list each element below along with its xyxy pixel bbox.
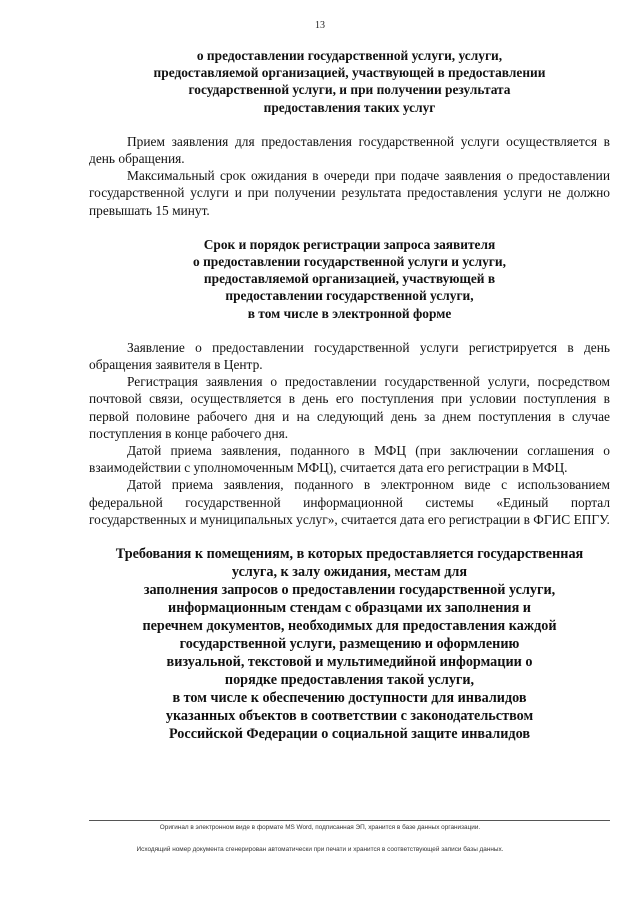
paragraph: Прием заявления для предоставления государственной услуги осуществляется в день обращения.	[89, 133, 610, 167]
heading-line: предоставляемой организацией, участвующей в	[203, 271, 496, 287]
heading-line: в том числе к обеспечению доступности для инвалидов	[172, 690, 527, 707]
heading-line: предоставления таких услуг	[263, 99, 436, 115]
footer-outgoing-number-note: Исходящий номер документа сгенерирован автоматически при печати и хранится в соответствующей записи базы данных.	[136, 846, 504, 853]
heading-line: государственной услуги, размещению и оформлению	[179, 636, 520, 653]
heading-line: визуальной, текстовой и мультимедийной информации о	[166, 654, 533, 671]
heading-line: о предоставлении государственной услуги и услуги,	[193, 254, 506, 270]
heading-line: заполнения запросов о предоставлении государственной услуги,	[143, 582, 556, 599]
paragraph: Датой приема заявления, поданного в МФЦ (при заключении соглашения о взаимодействии с уполномоченным МФЦ), считается дата его регистрации в МФЦ.	[89, 443, 610, 476]
heading-line: в том числе в электронной форме	[247, 305, 452, 321]
heading-line: Требования к помещениям, в которых предоставляется государственная	[115, 546, 584, 563]
heading-line: о предоставлении государственной услуги, услуги,	[196, 48, 503, 63]
section-heading-registration	[89, 236, 610, 322]
paragraph: Регистрация заявления о предоставлении государственной услуги, посредством почтовой связи, осуществляется в день его поступления при условии поступления в первой половине рабочего дня и на следующий день за днем поступления в случае поступления в конце рабочего дня.	[89, 374, 610, 441]
paragraph: Заявление о предоставлении государственной услуги регистрируется в день обращения заявителя в Центр.	[89, 339, 610, 373]
section-heading-service-receipt	[89, 47, 610, 116]
heading-line: порядке предоставления такой услуги,	[224, 672, 475, 689]
heading-line: перечнем документов, необходимых для предоставления каждой	[142, 618, 557, 635]
heading-line: предоставлении государственной услуги,	[225, 288, 474, 304]
document-body	[89, 47, 610, 743]
heading-line: государственной услуги, и при получении результата	[188, 82, 511, 98]
heading-line: Срок и порядок регистрации запроса заявителя	[203, 236, 496, 252]
heading-line: Российской Федерации о социальной защите инвалидов	[168, 726, 531, 743]
section-heading-premises-requirements	[89, 545, 610, 743]
heading-line: информационным стендам с образцами их заполнения и	[168, 600, 531, 617]
heading-line: услуга, к залу ожидания, местам для	[231, 564, 468, 581]
paragraph: Датой приема заявления, поданного в электронном виде с использованием федеральной государственной информационной системы «Единый портал государственных и муниципальных услуг», считается дата его регистрации в ФГИС ЕПГУ.	[89, 477, 610, 527]
heading-line: указанных объектов в соответствии с законодательством	[165, 708, 534, 725]
paragraph: Максимальный срок ожидания в очереди при подаче заявления о предоставлении государственной услуги и при получении результата предоставления услуги не должно превышать 15 минут.	[89, 168, 610, 218]
footer-divider	[89, 820, 610, 821]
heading-line: предоставляемой организацией, участвующей в предоставлении	[153, 65, 546, 81]
page-number: 13	[315, 20, 325, 31]
footer-original-note: Оригинал в электронном виде в формате MS Word, подписанная ЭП, хранится в базе данных организации.	[159, 824, 481, 831]
